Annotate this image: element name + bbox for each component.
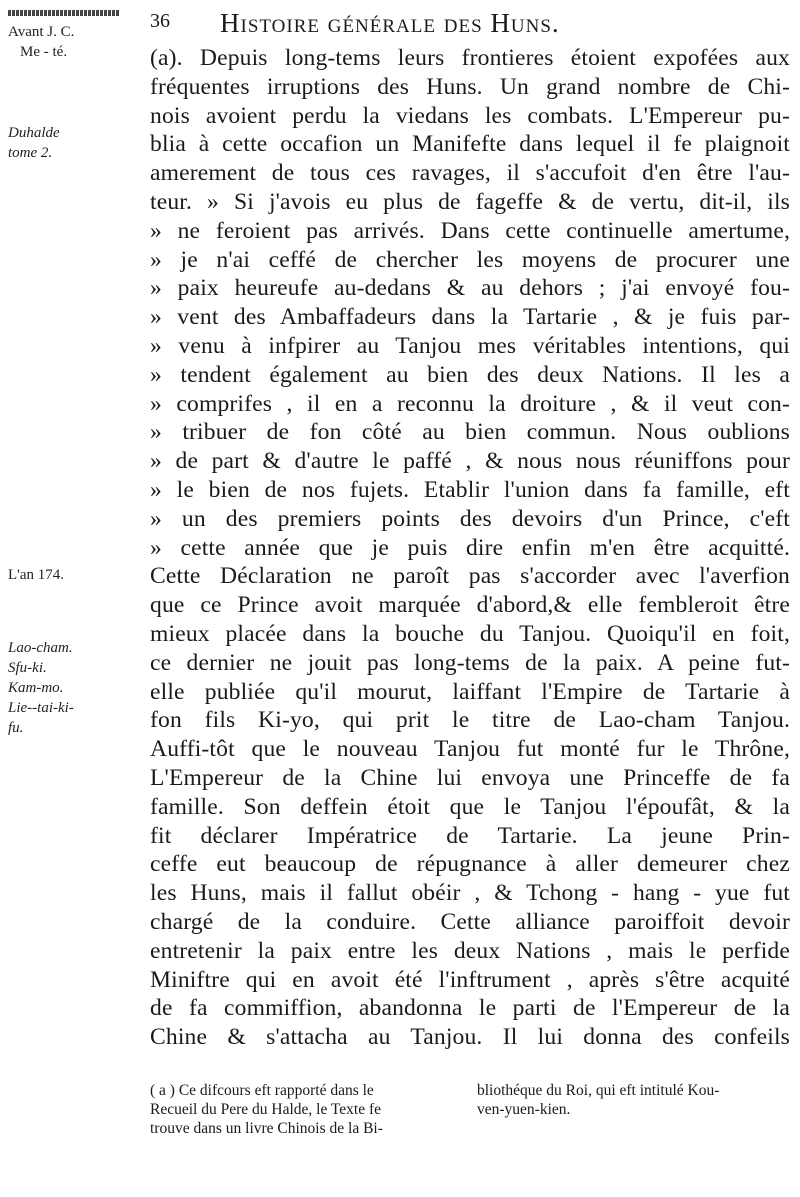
- margin-name: Lie--tai-ki-: [8, 700, 74, 716]
- text-line: famille. Son deffein étoit que le Tanjou l'époufât, & la: [150, 793, 790, 820]
- text-line: les Huns, mais il fallut obéir , & Tchong - hang - yue fut: [150, 880, 790, 907]
- text-line: » ne feroient pas arrivés. Dans cette continuelle amertume,: [150, 217, 790, 244]
- text-line: fréquentes irruptions des Huns. Un grand nombre de Chi-: [150, 73, 790, 100]
- footnote-column-right: [477, 1081, 790, 1138]
- margin-name: Sfu-ki.: [8, 660, 47, 676]
- text-line: fon fils Ki-yo, qui prit le titre de Lao-cham Tanjou.: [150, 707, 790, 734]
- text-line: » le bien de nos fujets. Etablir l'union dans fa famille, eft: [150, 476, 790, 503]
- text-line: chargé de la conduire. Cette alliance paroiffoit devoir: [150, 908, 790, 935]
- margin-note-reference: [8, 123, 128, 163]
- text-line: Chine & s'attacha au Tanjou. Il lui donna des confeils: [150, 1024, 790, 1051]
- text-line: fit déclarer Impératrice de Tartarie. La jeune Prin-: [150, 822, 790, 849]
- body-text: [150, 44, 790, 1052]
- text-line: blia à cette occafion un Manifefte dans lequel il fe plaignoit: [150, 131, 790, 158]
- footnote-column-left: [150, 1081, 463, 1138]
- text-line: (a). Depuis long-tems leurs frontieres étoient expofées aux: [150, 45, 790, 71]
- footnote-line: ( a ) Ce difcours eft rapporté dans le: [150, 1082, 374, 1099]
- text-line: teur. » Si j'avois eu plus de fageffe & de vertu, dit-il, ils: [150, 188, 790, 215]
- text-line: » cette année que je puis dire enfin m'en être acquitté.: [150, 534, 790, 561]
- text-line: amerement de tous ces ravages, il s'accufoit d'en être l'au-: [150, 160, 790, 187]
- margin-year-text: L'an 174.: [8, 567, 65, 583]
- text-line: de fa commiffion, abandonna le parti de l'Empereur de la: [150, 995, 790, 1022]
- text-line: entretenir la paix entre les deux Nations , mais le perfide: [150, 937, 790, 964]
- text-line: » vent des Ambaffadeurs dans la Tartarie , & je fuis par-: [150, 304, 790, 331]
- margin-note-date: [8, 10, 128, 62]
- margin-rule: [8, 10, 120, 16]
- text-line: » de part & d'autre le paffé , & nous nous réuniffons pour: [150, 448, 790, 475]
- text-line: mieux placée dans la bouche du Tanjou. Quoiqu'il en foit,: [150, 620, 790, 647]
- text-line: Auffi-tôt que le nouveau Tanjou fut monté fur le Thrône,: [150, 736, 790, 763]
- footnote-line: bliothéque du Roi, qui eft intitulé Kou-: [477, 1082, 720, 1099]
- margin-date-line-2: Me - té.: [20, 44, 68, 60]
- margin-ref-line-2: tome 2.: [8, 145, 53, 161]
- text-line: » comprifes , il en a reconnu la droiture , & il veut con-: [150, 390, 790, 417]
- text-line: Cette Déclaration ne paroît pas s'accorder avec l'averfion: [150, 563, 790, 590]
- page-number: 36: [150, 10, 170, 32]
- footnote-line: ven-yuen-kien.: [477, 1101, 571, 1118]
- text-line: » je n'ai ceffé de chercher les moyens de procurer une: [150, 246, 790, 273]
- text-line: » un des premiers points des devoirs d'un Prince, c'eft: [150, 505, 790, 532]
- margin-ref-line-1: Duhalde: [8, 125, 60, 141]
- margin-date-line-1: Avant J. C.: [8, 24, 75, 40]
- text-line: » paix heureufe au-dedans & au dehors ; j'ai envoyé fou-: [150, 275, 790, 302]
- text-line: Miniftre qui en avoit été l'inftrument , après s'être acquité: [150, 966, 790, 993]
- text-line: » tribuer de fon côté au bien commun. Nous oublions: [150, 419, 790, 446]
- text-line: elle publiée qu'il mourut, laiffant l'Empire de Tartarie à: [150, 678, 790, 705]
- text-line: que ce Prince avoit marquée d'abord,& elle fembleroit être: [150, 592, 790, 619]
- page-header: [150, 8, 790, 38]
- margin-name: Lao-cham.: [8, 640, 73, 656]
- text-line: ce dernier ne jouit pas long-tems de la paix. A peine fut-: [150, 649, 790, 676]
- margin-name: Kam-mo.: [8, 680, 64, 696]
- text-line: » venu à infpirer au Tanjou mes véritables intentions, qui: [150, 332, 790, 359]
- footnote-line: Recueil du Pere du Halde, le Texte fe: [150, 1101, 382, 1118]
- text-line: » tendent également au bien des deux Nations. Il les a: [150, 361, 790, 388]
- text-line: ceffe eut beaucoup de répugnance à aller demeurer chez: [150, 851, 790, 878]
- margin-name: fu.: [8, 720, 24, 736]
- footnote: [150, 1081, 790, 1138]
- footnote-line: trouve dans un livre Chinois de la Bi-: [150, 1120, 383, 1137]
- text-line: nois avoient perdu la viedans les combats. L'Empereur pu-: [150, 102, 790, 129]
- running-head: Histoire générale des Huns.: [220, 8, 560, 38]
- margin-note-year: [8, 565, 128, 585]
- margin-note-names: [8, 638, 128, 738]
- text-line: L'Empereur de la Chine lui envoya une Princeffe de fa: [150, 764, 790, 791]
